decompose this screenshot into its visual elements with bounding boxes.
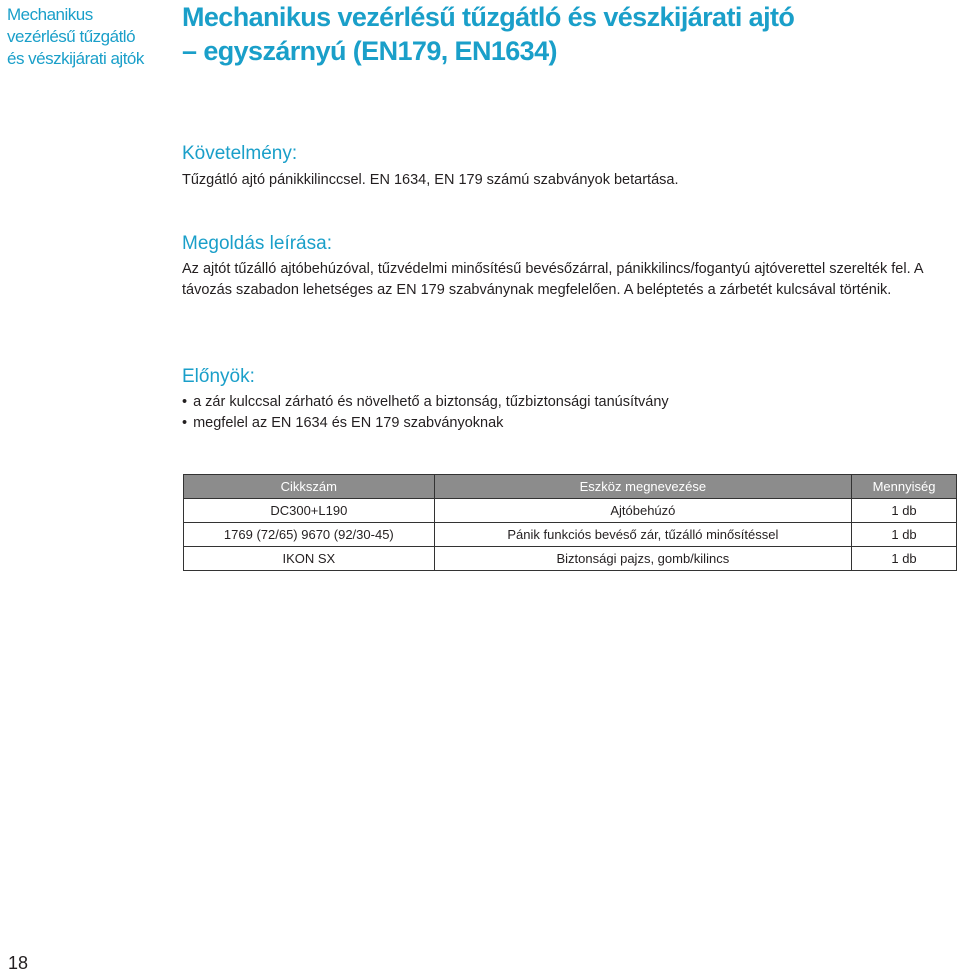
column-header: Eszköz megnevezése [434,475,851,499]
table-cell: DC300+L190 [184,499,435,523]
page-title [182,0,794,68]
title-line-1: Mechanikus vezérlésű tűzgátló és vészkijárati ajtó [182,2,795,32]
table-cell: Ajtóbehúzó [434,499,851,523]
table-row [184,523,957,547]
table-cell: 1769 (72/65) 9670 (92/30-45) [184,523,435,547]
title-line-2: – egyszárnyú (EN179, EN1634) [182,36,557,66]
advantages-heading: Előnyök: [182,366,255,387]
table-cell: 1 db [852,523,957,547]
solution-text: Az ajtót tűzálló ajtóbehúzóval, tűzvédelmi minősítésű bevésőzárral, pánikkilincs/fogantyú ajtóverettel szerelték fel. A távozás szabadon lehetséges az EN 179 szabványnak megfelelően. A beléptetés a zárbetét kulcsával történik. [182,261,923,298]
page-number: 18 [8,953,29,973]
sidebar-line: Mechanikus [7,5,93,24]
advantages-list [182,392,942,434]
table-cell: 1 db [852,547,957,571]
table-cell: IKON SX [184,547,435,571]
requirement-text: Tűzgátló ajtó pánikkilinccsel. EN 1634, EN 179 számú szabványok betartása. [182,172,679,188]
table-cell: 1 db [852,499,957,523]
table-cell: Biztonsági pajzs, gomb/kilincs [434,547,851,571]
list-item: • a zár kulccsal zárható és növelhető a biztonság, tűzbiztonsági tanúsítvány [182,392,942,413]
table-header-row [184,475,957,499]
table-row [184,499,957,523]
sidebar-line: vezérlésű tűzgátló [7,27,136,46]
column-header: Cikkszám [184,475,435,499]
list-item: • megfelel az EN 1634 és EN 179 szabványoknak [182,413,942,434]
table-cell: Pánik funkciós bevéső zár, tűzálló minősítéssel [434,523,851,547]
sidebar-line: és vészkijárati ajtók [7,49,144,68]
requirement-heading: Követelmény: [182,143,298,164]
table-row [184,547,957,571]
solution-heading: Megoldás leírása: [182,233,332,254]
sidebar-section-title [7,4,177,70]
parts-table [183,474,957,571]
column-header: Mennyiség [852,475,957,499]
